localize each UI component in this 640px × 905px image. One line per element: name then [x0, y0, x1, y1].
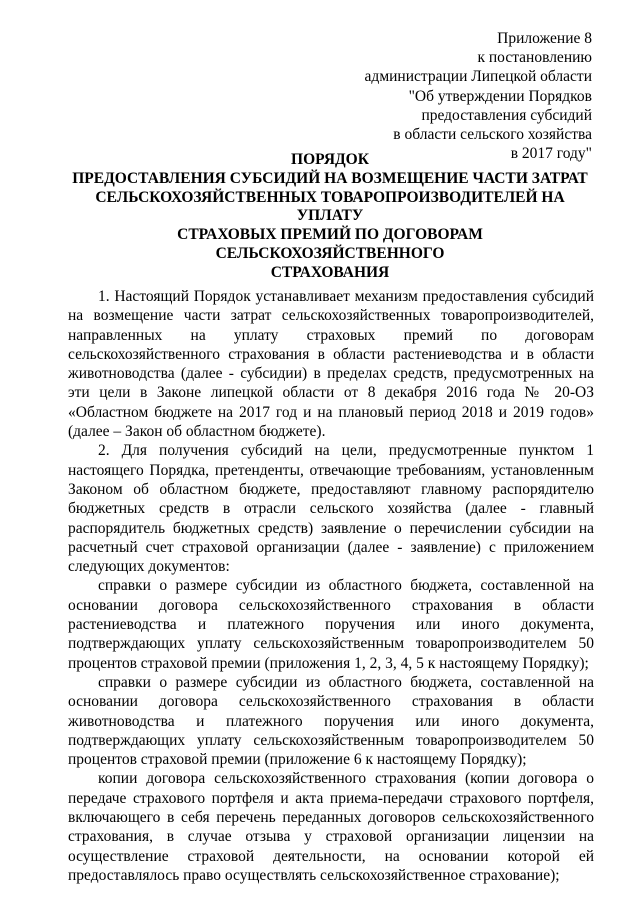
document-title — [56, 151, 604, 283]
title-line: ПРЕДОСТАВЛЕНИЯ СУБСИДИЙ НА ВОЗМЕЩЕНИЕ ЧАСТИ ЗАТРАТ — [72, 169, 588, 187]
title-line: СТРАХОВЫХ ПРЕМИЙ ПО ДОГОВОРАМ — [177, 226, 483, 244]
paragraph-2: 2. Для получения субсидий на цели, предусмотренные пунктом 1 настоящего Порядка, претенденты, отвечающие требованиям, установленным Законом об областном бюджете, предоставляют главному распорядителю бюджетных средств в отрасли сельского хозяйства (далее - главный распорядитель бюджетных средств) заявление о перечислении субсидии на расчетный счет страховой организации (далее - заявление) с приложением следующих документов: — [68, 442, 594, 576]
title-line: СТРАХОВАНИЯ — [270, 263, 390, 281]
annex-line: Приложение 8 — [497, 30, 592, 47]
paragraph-1: 1. Настоящий Порядок устанавливает механизм предоставления субсидий на возмещение части затрат сельскохозяйственных товаропроизводителей, направленных на уплату страховых премий по договорам сельскохозяйственного страхования в области растениеводства и в области животноводства (далее - субсидии) в пределах средств, предусмотренных на эти цели в Законе липецкой области от 8 декабря 2016 года № 20-ОЗ «Областном бюджете на 2017 год и на плановый период 2018 и 2019 годов» (далее – Закон об областном бюджете). — [68, 288, 594, 441]
title-line: УПЛАТУ — [296, 207, 364, 225]
list-item-crop-certificate: справки о размере субсидии из областного бюджета, составленной на основании договора сельскохозяйственного страхования в области растениеводства и платежного поручения или иного документа, подтверждающих уплату сельскохозяйственным товаропроизводителем 50 процентов страховой премии (приложения 1, 2, 3, 4, 5 к настоящему Порядку); — [68, 577, 594, 672]
title-line: СЕЛЬСКОХОЗЯЙСТВЕННОГО — [215, 244, 445, 262]
annex-line: администрации Липецкой области — [364, 68, 592, 86]
title-line: ПОРЯДОК — [291, 151, 369, 168]
annex-line: предоставления субсидий — [421, 106, 592, 124]
annex-line: в 2017 году" — [510, 145, 592, 163]
annex-line: к постановлению — [477, 49, 592, 67]
annex-line: в области сельского хозяйства — [393, 126, 592, 144]
document-body — [68, 287, 594, 885]
list-item-livestock-certificate: справки о размере субсидии из областного бюджета, составленной на основании договора сельскохозяйственного страхования в области животноводства и платежного поручения или иного документа, подтверждающих уплату сельскохозяйственным товаропроизводителем 50 процентов страховой премии (приложение 6 к настоящему Порядку); — [68, 673, 594, 769]
annex-line: "Об утверждении Порядков — [408, 87, 592, 105]
title-line: СЕЛЬСКОХОЗЯЙСТВЕННЫХ ТОВАРОПРОИЗВОДИТЕЛЕЙ НА — [95, 188, 565, 206]
annex-header — [232, 29, 592, 163]
list-item-contract-copy: копии договора сельскохозяйственного страхования (копии договора о передаче страхового портфеля и акта приема-передачи страхового портфеля, включающего в себя перечень переданных договоров сельскохозяйственного страхования, в случае отзыва у страховой организации лицензии на осуществление страховой деятельности, на основании которой ей предоставлялось право осуществлять сельскохозяйственное страхование); — [68, 770, 594, 884]
